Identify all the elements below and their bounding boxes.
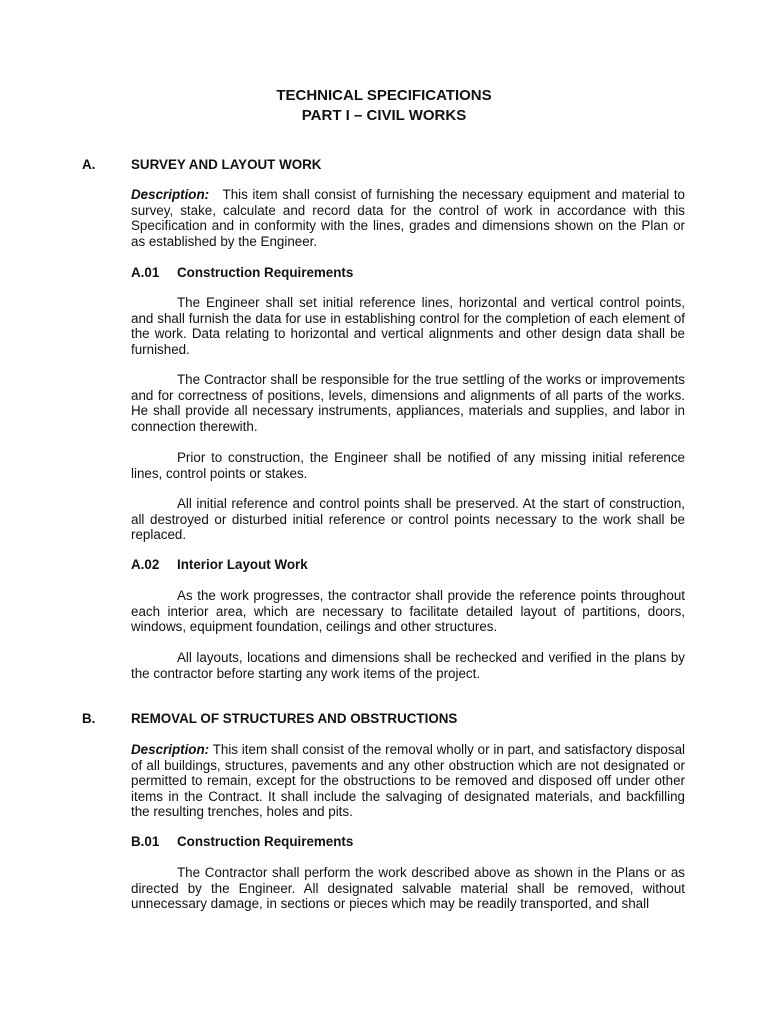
description-text: This item shall consist of the removal wholly or in part, and satisfactory disposal of all buildings, structures, pavements and any other obstruction which are not designated or permitted to remain, except for the obstructions to be removed and disposed off under other items in the Contract. It shall include the salvaging of designated materials, and backfilling the resulting trenches, holes and pits. [131, 742, 685, 820]
subsection-a01-number: A.01 [131, 265, 160, 280]
paragraph-a01-4: All initial reference and control points shall be preserved. At the start of construction, all destroyed or disturbed initial reference or control points necessary to the work shall be replaced. [131, 496, 685, 543]
paragraph-a02-1: As the work progresses, the contractor shall provide the reference points throughout each interior area, which are necessary to facilitate detailed layout of partitions, doors, windows, equipment foundation, ceilings and other structures. [131, 588, 685, 635]
section-a-description [131, 187, 685, 249]
paragraph-a01-2: The Contractor shall be responsible for the true settling of the works or improvements and for correctness of positions, levels, dimensions and alignments of all parts of the works. He shall provide all necessary instruments, appliances, materials and supplies, and labor in connection therewith. [131, 372, 685, 434]
paragraph-b01-1: The Contractor shall perform the work described above as shown in the Plans or as directed by the Engineer. All designated salvable material shall be removed, without unnecessary damage, in sections or pieces which may be readily transported, and shall [131, 865, 685, 912]
description-label: Description: [131, 187, 210, 202]
section-b-heading: REMOVAL OF STRUCTURES AND OBSTRUCTIONS [131, 711, 458, 726]
document-subtitle: PART I – CIVIL WORKS [301, 107, 467, 124]
section-a-letter: A. [82, 157, 96, 172]
description-text: This item shall consist of furnishing the necessary equipment and material to survey, stake, calculate and record data for the control of work in accordance with this Specification and in conformity with the lines, grades and dimensions shown on the Plan or as established by the Engineer. [131, 187, 685, 249]
subsection-b01-heading: Construction Requirements [177, 834, 354, 849]
section-a-heading: SURVEY AND LAYOUT WORK [131, 157, 322, 172]
section-b-letter: B. [82, 711, 96, 726]
document-title: TECHNICAL SPECIFICATIONS [276, 87, 492, 104]
subsection-a01-heading: Construction Requirements [177, 265, 354, 280]
paragraph-a01-1: The Engineer shall set initial reference lines, horizontal and vertical control points, and shall furnish the data for use in establishing control for the completion of each element of the work. Data relating to horizontal and vertical alignments and other design data shall be furnished. [131, 295, 685, 357]
subsection-a02-number: A.02 [131, 557, 160, 572]
subsection-a02-heading: Interior Layout Work [177, 557, 308, 572]
paragraph-a01-3: Prior to construction, the Engineer shall be notified of any missing initial reference lines, control points or stakes. [131, 450, 685, 481]
description-label: Description: [131, 742, 210, 757]
paragraph-a02-2: All layouts, locations and dimensions shall be rechecked and verified in the plans by the contractor before starting any work items of the project. [131, 650, 685, 681]
subsection-b01-number: B.01 [131, 834, 160, 849]
section-b-description [131, 742, 685, 820]
